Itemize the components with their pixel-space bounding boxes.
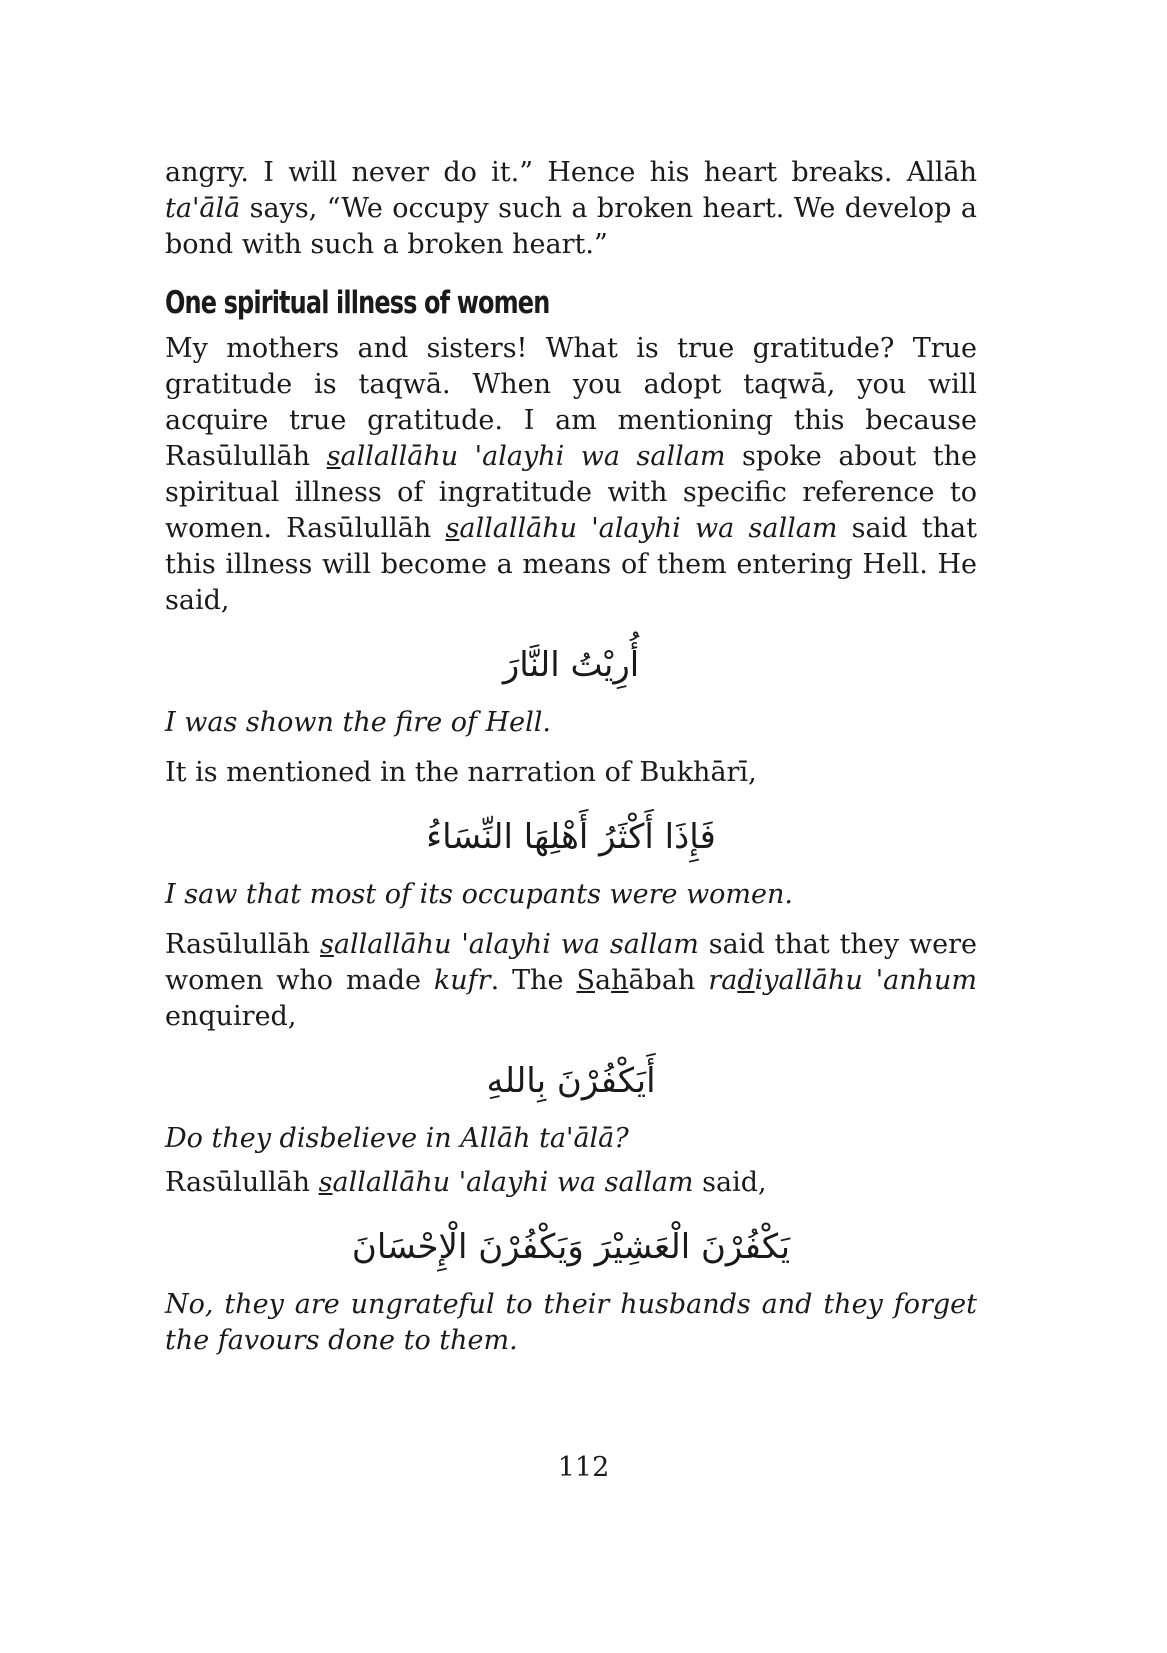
arabic-quote-1: أُرِيْتُ النَّارَ (502, 645, 640, 685)
page-body (165, 155, 977, 1359)
arabic-quote-3: أَيَكْفُرْنَ بِاللهِ (486, 1061, 656, 1101)
salutation-3: sallallāhu 'alayhi wa sallam (319, 929, 699, 960)
translation-2: I saw that most of its occupants were women. (165, 879, 793, 910)
intro-line-1: angry. I will never do it.” Hence his heart breaks. (165, 157, 893, 188)
page-number: 112 (557, 1452, 610, 1483)
kufr-paragraph: Rasūlullāh sallallāhu 'alayhi wa sallam said that they were women who made kufr. The Sahābah radiyallāhu 'anhum enquired, (165, 929, 977, 1032)
gratitude-text-c: spoke about the spiritual illness of ingratitude with specific reference to women. Rasūlullāh (165, 441, 977, 544)
intro-rest: says, “We occupy such a broken heart. We develop a bond with such a broken heart.” (165, 193, 977, 260)
gratitude-text-e: said that this illness will become a means of them entering Hell. He said, (165, 513, 977, 616)
said-paragraph: Rasūlullāh sallallāhu 'alayhi wa sallam said, (165, 1167, 767, 1198)
salutation-1: sallallāhu 'alayhi wa sallam (326, 441, 726, 472)
intro-allah: Allāh (906, 157, 977, 188)
bukhari-paragraph: It is mentioned in the narration of Bukhārī, (165, 757, 757, 788)
arabic-quote-4: يَكْفُرْنَ الْعَشِيْرَ وَيَكْفُرْنَ الْإِحْسَانَ (351, 1227, 791, 1267)
arabic-quote-2: فَإِذَا أَكْثَرُ أَهْلِهَا النِّسَاءُ (426, 817, 716, 857)
translation-1: I was shown the fire of Hell. (165, 707, 551, 738)
radiyallahu-term: radiyallāhu 'anhum (708, 965, 977, 996)
intro-taala: ta'ālā (165, 193, 241, 224)
translation-4: No, they are ungrateful to their husbands and they forget the favours done to them. (165, 1289, 977, 1356)
salutation-2: sallallāhu 'alayhi wa sallam (445, 513, 838, 544)
sahabah-term: Sahābah (576, 965, 696, 996)
section-heading: One spiritual illness of women (165, 285, 550, 321)
gratitude-paragraph (165, 331, 977, 619)
gratitude-text-a: My mothers and sisters! What is true gratitude? True gratitude is taqwā. When you adopt taqwā, you will acquire true gratitude. I am mentioning this because Rasūlullāh (165, 333, 977, 472)
kufr-term: kufr (433, 965, 491, 996)
intro-paragraph (165, 155, 977, 263)
translation-3: Do they disbelieve in Allāh ta'ālā? (165, 1123, 629, 1154)
salutation-4: sallallāhu 'alayhi wa sallam (318, 1167, 694, 1198)
